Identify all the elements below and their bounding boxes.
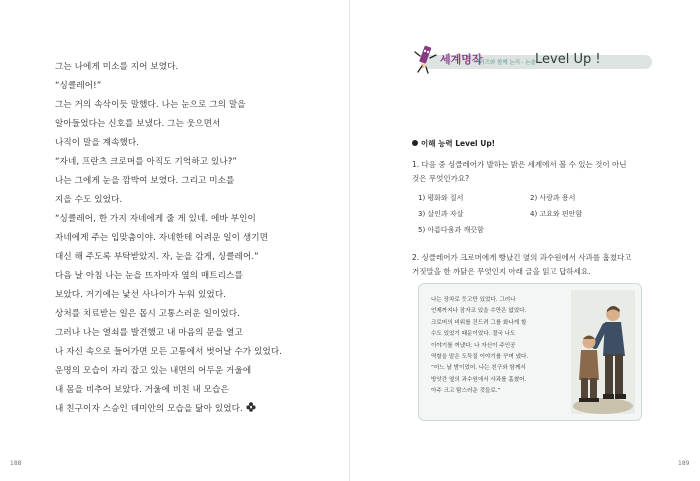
story-line: 나는 그에게 눈을 깜박여 보였다. 그리고 미소를	[55, 176, 235, 186]
boys-illustration	[571, 290, 635, 414]
question-line: 것은 무엇인가요?	[412, 174, 470, 183]
right-page	[350, 0, 700, 481]
story-line: 그는 나에게 미소를 지어 보였다.	[55, 62, 179, 72]
story-line: 대신 해 주도록 부탁받았지. 자, 눈을 감게, 싱클레어.”	[55, 252, 259, 262]
story-text	[55, 58, 335, 419]
banner-title: Level Up !	[535, 52, 601, 67]
story-line: 자네에게 주는 입맞춤이야. 자네한테 어려운 일이 생기면	[55, 233, 269, 243]
story-line-last	[55, 400, 335, 419]
story-line: 알아들었다는 신호를 보냈다. 그는 웃으면서	[55, 119, 221, 129]
option-4: 4) 고요와 편안함	[530, 210, 583, 218]
question-1	[412, 158, 627, 186]
excerpt-line: 아주 크고 탐스러운 것들로.”	[431, 388, 501, 395]
excerpt-box	[418, 283, 642, 421]
story-line: 내 몸을 비추어 보았다. 거울에 비친 내 모습은	[55, 385, 229, 395]
excerpt-line: 역할을 맡은 도둑질 이야기를 꾸며 냈다.	[431, 354, 529, 361]
pencil-figure-icon	[412, 44, 440, 74]
question-line: 2. 싱클레어가 크로머에게 빵났긴 옆의 과수원에서 사과를 훔쳤다고	[412, 253, 632, 262]
story-line: “자네, 프란츠 크로머를 아직도 기억하고 있나?”	[55, 157, 237, 167]
story-line: 그는 거의 속삭이듯 말했다. 나는 눈으로 그의 말을	[55, 100, 246, 110]
story-line: 나직이 말을 계속했다.	[55, 138, 140, 148]
option-3: 3) 살인과 자살	[418, 210, 464, 218]
story-line: 운명의 모습이 자리 잡고 있는 내면의 어두운 거울에	[55, 366, 252, 376]
excerpt-line: “어느 날 밤이었어. 나는 친구와 함께서	[431, 365, 526, 372]
level-up-banner	[412, 52, 638, 70]
story-line: 나 자신 속으로 들어가면 모든 고통에서 벗어날 수가 있었다.	[55, 347, 283, 357]
bullet-icon	[412, 140, 418, 146]
section-heading	[412, 138, 495, 149]
excerpt-line: 이야기를 꺼냈다. 나 자신이 주인공	[431, 342, 516, 349]
page-number-right: 189	[678, 460, 690, 467]
excerpt-line: 방앗간 옆의 과수원에서 사과를 훔쳤어.	[431, 376, 527, 383]
section-heading-text: 이해 능력 Level Up!	[421, 139, 496, 148]
story-line: 보았다. 거기에는 낯선 사나이가 누워 있었다.	[55, 290, 227, 300]
story-line: 그러나 나는 열쇠를 발견했고 내 마음의 문을 열고	[55, 328, 243, 338]
story-line-text: 내 친구이자 스승인 데미안의 모습을 닮아 있었다.	[55, 404, 243, 414]
story-line: 지을 수도 있었다.	[55, 195, 123, 205]
option-1: 1) 평화와 질서	[418, 194, 464, 202]
question-line: 1. 다음 중 싱클레어가 발하는 밝은 세계에서 볼 수 있는 것이 아닌	[412, 160, 627, 169]
banner-subtitle: 시리즈와 함께 논리 · 논술	[474, 60, 536, 66]
option-5: 5) 아름다움과 깨끗함	[418, 226, 484, 234]
page-number-left: 188	[10, 460, 22, 467]
flower-ornament-icon	[246, 402, 256, 412]
story-line: 다음 날 아침 나는 눈을 뜨자마자 옆의 매트리스를	[55, 271, 243, 281]
excerpt-line: 언제까지나 잠자코 있을 수만은 없었다.	[431, 308, 527, 315]
excerpt-line: 나는 장차로 듯고만 있었다. 그러나	[431, 297, 516, 303]
question-line: 거짓말을 한 까닭은 무엇인지 아래 글을 읽고 답하세요.	[412, 267, 591, 276]
option-2: 2) 사랑과 용서	[530, 194, 576, 202]
series-label: 세계명작	[440, 53, 483, 66]
story-line: “싱클레어!”	[55, 81, 102, 91]
question-2	[412, 251, 631, 279]
excerpt-line: 수도 있었기 때문이었다. 결국 나도	[431, 331, 516, 338]
story-line: “싱클레어, 한 가지 자네에게 줄 게 있네. 에바 부인이	[55, 214, 256, 224]
excerpt-text	[431, 295, 581, 398]
excerpt-line: 크로머의 비위를 건드려 그를 화나게 할	[431, 319, 527, 326]
story-line: 상처를 치료받는 일은 몹시 고통스러운 일이었다.	[55, 309, 241, 319]
